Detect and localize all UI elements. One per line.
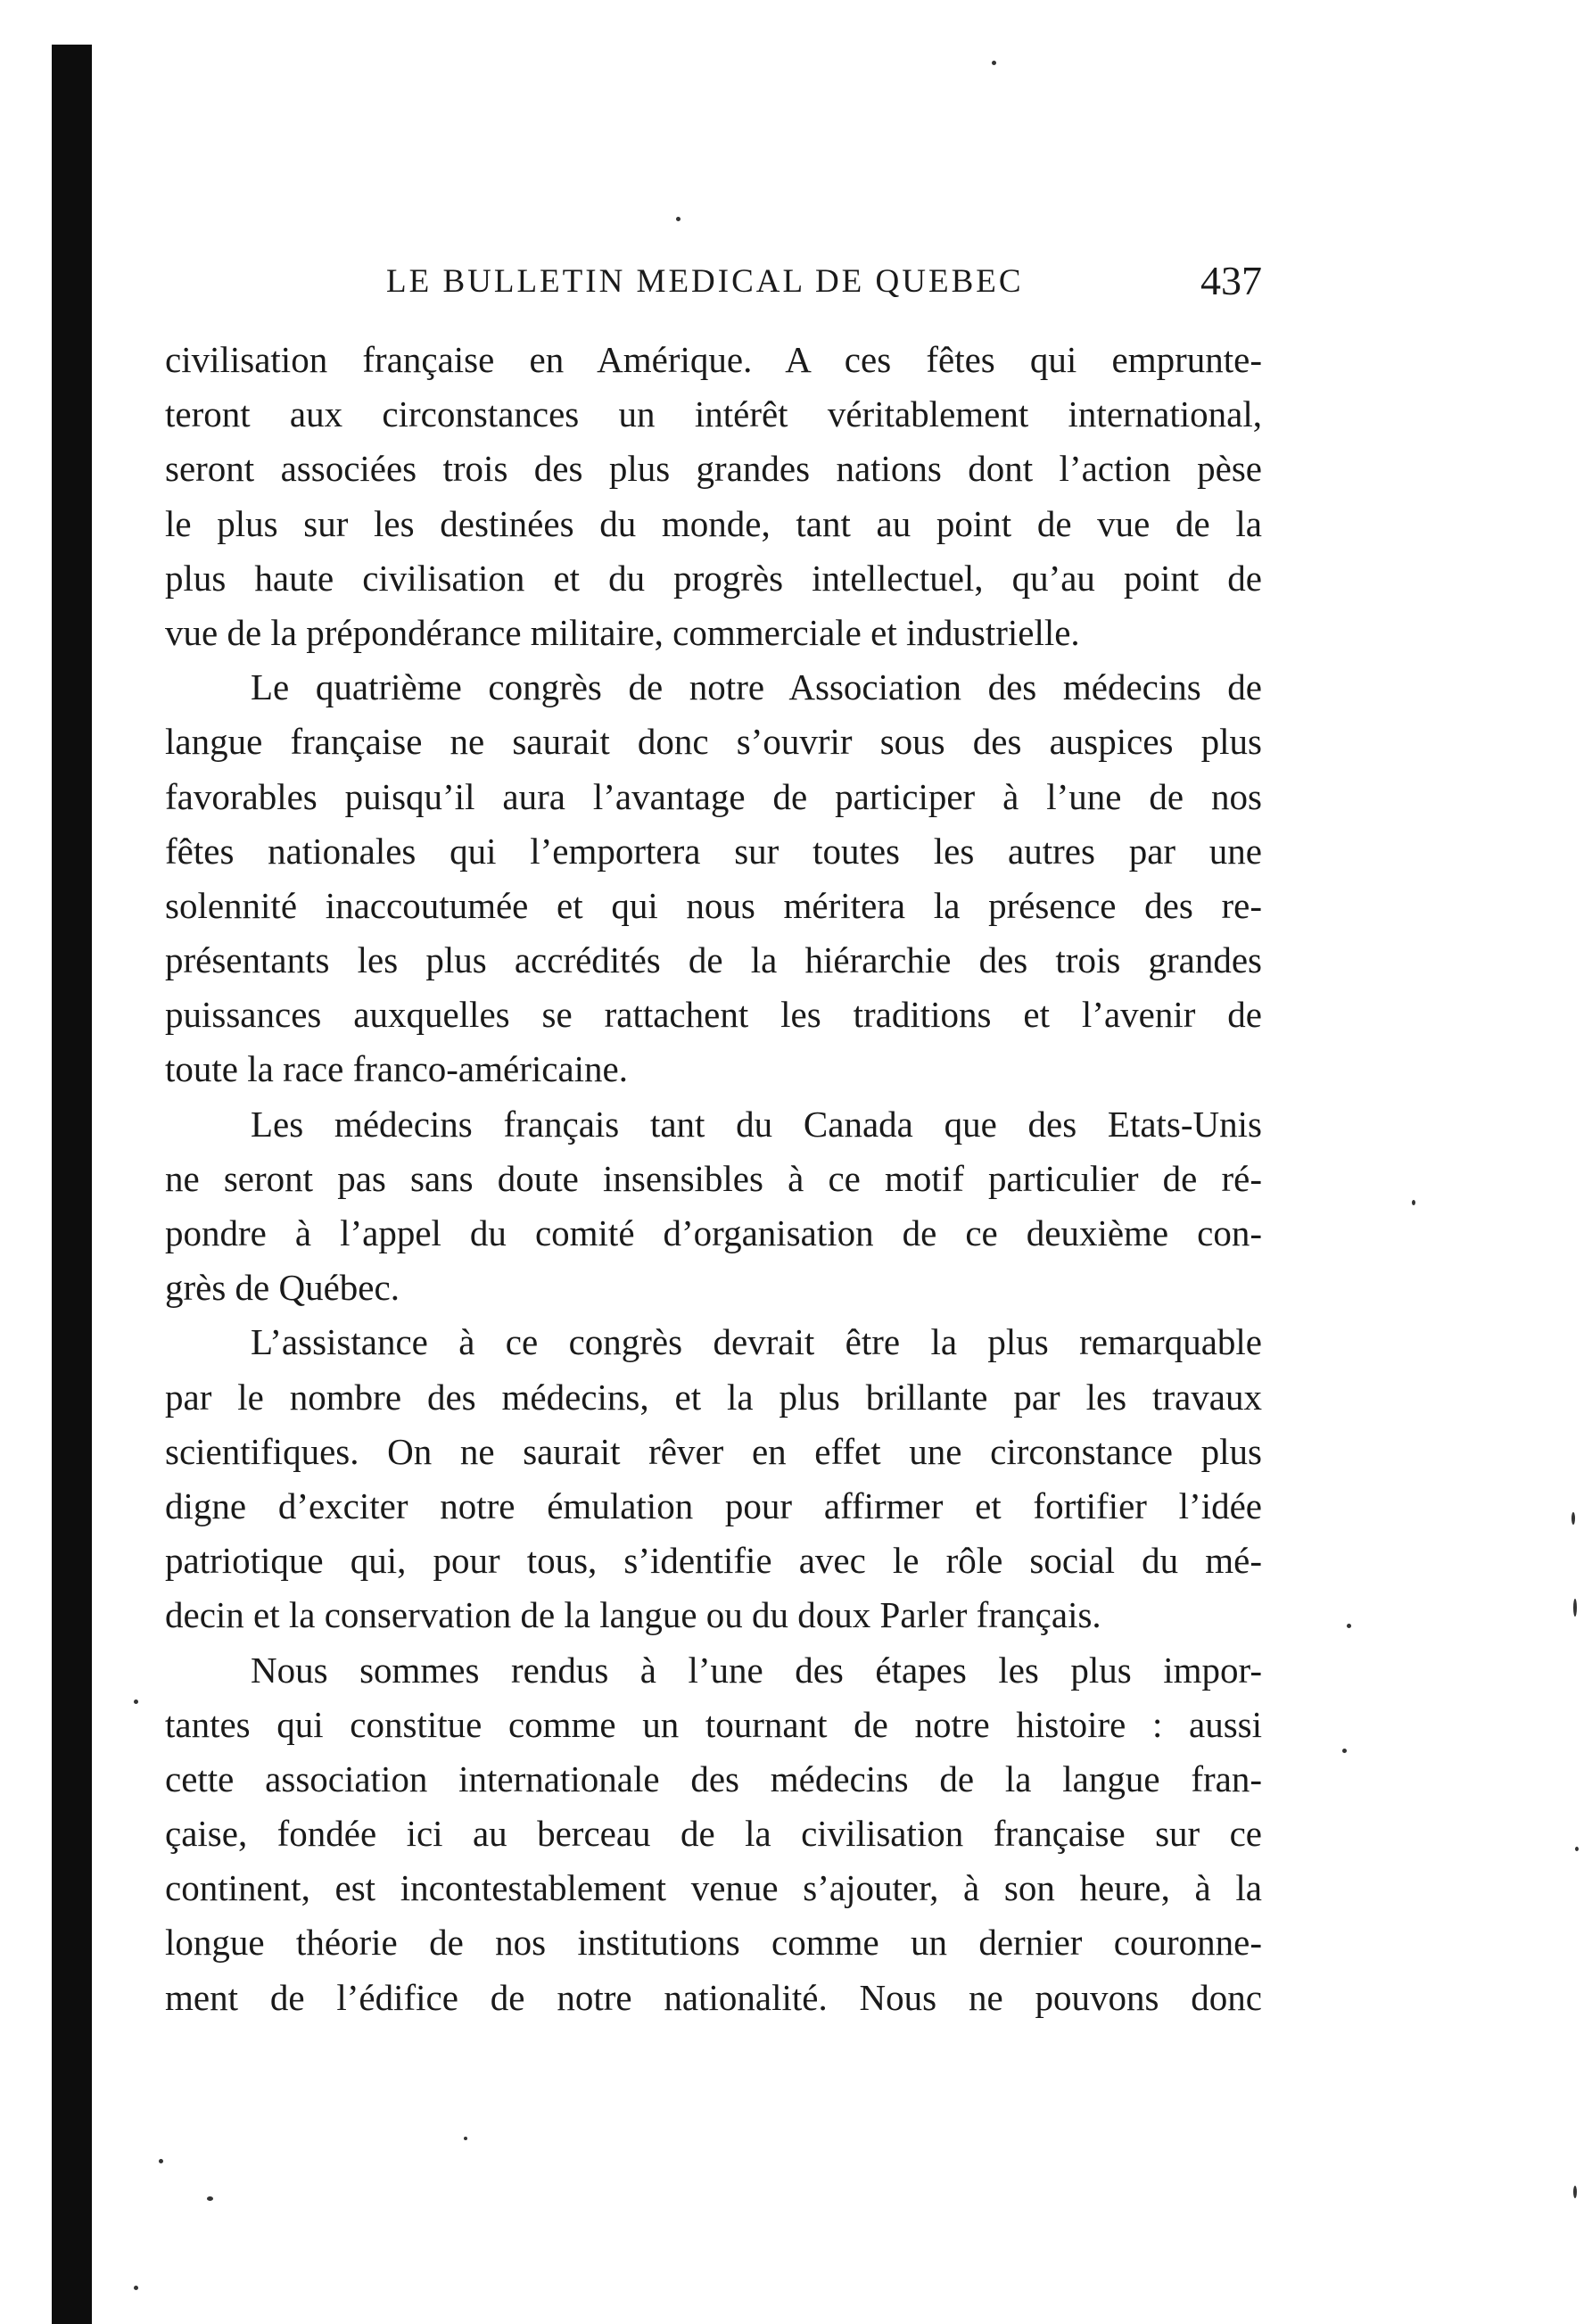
- text-line: pondre à l’appel du comité d’organisation de ce deuxième con-: [165, 1212, 1262, 1253]
- paragraph-first-line: Les médecins français tant du Canada que des Etats-Unis: [251, 1103, 1262, 1145]
- scan-speck: [134, 2286, 138, 2290]
- text-line: ne seront pas sans doute insensibles à ce motif particulier de ré-: [165, 1157, 1262, 1199]
- text-line: favorables puisqu’il aura l’avantage de participer à l’une de nos: [165, 775, 1262, 817]
- text-line: grès de Québec.: [165, 1267, 400, 1309]
- body-text: [165, 333, 1262, 2025]
- text-line: solennité inaccoutumée et qui nous méritera la présence des re-: [165, 884, 1262, 926]
- scan-speck: [1573, 1599, 1577, 1617]
- text-line: puissances auxquelles se rattachent les traditions et l’avenir de: [165, 994, 1262, 1036]
- scan-speck: [1571, 1512, 1575, 1525]
- text-line: continent, est incontestablement venue s’ajouter, à son heure, à la: [165, 1867, 1262, 1909]
- text-line: plus haute civilisation et du progrès intellectuel, qu’au point de: [165, 557, 1262, 599]
- paragraph-first-line: Le quatrième congrès de notre Association des médecins de: [251, 666, 1262, 708]
- scan-speck: [1347, 1624, 1351, 1628]
- scan-speck: [992, 61, 996, 65]
- text-line: vue de la prépondérance militaire, commerciale et industrielle.: [165, 611, 1080, 653]
- text-line: civilisation française en Amérique. A ces fêtes qui emprunte-: [165, 339, 1262, 380]
- text-line: langue française ne saurait donc s’ouvrir sous des auspices plus: [165, 721, 1262, 763]
- text-line: tantes qui constitue comme un tournant de notre histoire : aussi: [165, 1703, 1262, 1745]
- scan-speck: [1573, 2186, 1577, 2198]
- running-head: LE BULLETIN MEDICAL DE QUEBEC: [386, 263, 1024, 300]
- text-line: çaise, fondée ici au berceau de la civilisation française sur ce: [165, 1813, 1262, 1855]
- binding-shadow: [52, 45, 92, 2324]
- page-margin-edge: [0, 0, 23, 2324]
- scan-speck: [676, 217, 681, 221]
- page-header: [165, 257, 1262, 310]
- paragraph-first-line: Nous sommes rendus à l’une des étapes les plus impor-: [251, 1649, 1262, 1691]
- text-line: cette association internationale des médecins de la langue fran-: [165, 1757, 1262, 1799]
- text-line: ment de l’édifice de notre nationalité. Nous ne pouvons donc: [165, 1976, 1262, 2018]
- text-line: le plus sur les destinées du monde, tant au point de vue de la: [165, 502, 1262, 544]
- scan-speck: [1412, 1200, 1415, 1205]
- scan-speck: [1575, 1847, 1579, 1851]
- text-line: longue théorie de nos institutions comme un dernier couronne-: [165, 1922, 1262, 1964]
- text-line: patriotique qui, pour tous, s’identifie avec le rôle social du mé-: [165, 1540, 1262, 1582]
- text-line: par le nombre des médecins, et la plus brillante par les travaux: [165, 1376, 1262, 1418]
- text-line: decin et la conservation de la langue ou du doux Parler français.: [165, 1594, 1101, 1636]
- scan-speck: [207, 2196, 213, 2201]
- text-line: toute la race franco-américaine.: [165, 1048, 628, 1090]
- scan-speck: [1342, 1749, 1347, 1753]
- text-line: scientifiques. On ne saurait rêver en effet une circonstance plus: [165, 1430, 1262, 1472]
- text-line: fêtes nationales qui l’emportera sur toutes les autres par une: [165, 830, 1262, 872]
- text-line: présentants les plus accrédités de la hiérarchie des trois grandes: [165, 939, 1262, 981]
- scan-speck: [134, 1700, 138, 1704]
- page-number: 437: [1200, 258, 1262, 303]
- text-line: digne d’exciter notre émulation pour affirmer et fortifier l’idée: [165, 1485, 1262, 1526]
- scan-speck: [464, 2137, 467, 2140]
- text-line: teront aux circonstances un intérêt véritablement international,: [165, 393, 1262, 435]
- paragraph-first-line: L’assistance à ce congrès devrait être la plus remarquable: [251, 1321, 1262, 1363]
- text-line: seront associées trois des plus grandes nations dont l’action pèse: [165, 448, 1262, 490]
- scan-speck: [159, 2159, 163, 2163]
